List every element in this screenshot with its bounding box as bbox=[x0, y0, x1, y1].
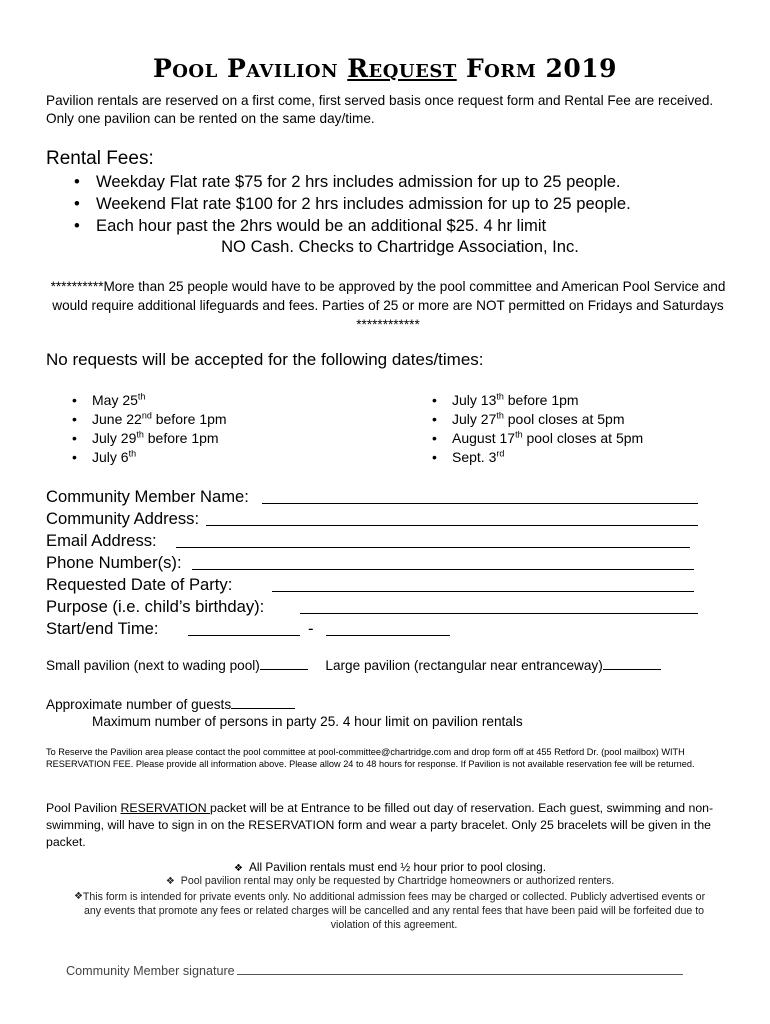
list-item: • July 29th before 1pm bbox=[72, 429, 219, 446]
list-item: ❖ Pool pavilion rental may only be requested by Chartridge homeowners or authorized renters. bbox=[165, 875, 615, 887]
member-name-label: Community Member Name: bbox=[46, 487, 249, 506]
end-time-field[interactable] bbox=[326, 618, 450, 636]
signature-field[interactable] bbox=[237, 960, 683, 975]
bullet-icon: • bbox=[432, 411, 437, 427]
bullet-icon: • bbox=[72, 411, 77, 427]
list-item: • Weekend Flat rate $100 for 2 hrs includes admission for up to 25 people. bbox=[74, 194, 631, 213]
diamond-bullet-icon: ❖ bbox=[74, 891, 83, 902]
list-item: • July 6th bbox=[72, 448, 137, 465]
party-date-label: Requested Date of Party: bbox=[46, 575, 233, 594]
bullet-icon: • bbox=[72, 430, 77, 446]
diamond-bullet-icon: ❖ bbox=[233, 863, 243, 874]
party-date-field[interactable] bbox=[272, 574, 694, 592]
list-item: • Each hour past the 2hrs would be an additional $25. 4 hr limit bbox=[74, 216, 547, 235]
list-item: ❖ All Pavilion rentals must end ½ hour prior to pool closing. bbox=[233, 860, 546, 874]
bullet-icon: • bbox=[432, 449, 437, 465]
blackout-dates-heading: No requests will be accepted for the following dates/times: bbox=[46, 350, 484, 369]
title-part-3: Form 2019 bbox=[456, 54, 618, 83]
rental-fees-heading: Rental Fees: bbox=[46, 148, 154, 169]
guests-label: Approximate number of guests bbox=[46, 697, 232, 712]
bullet-icon: • bbox=[72, 392, 77, 408]
list-item: • Sept. 3rd bbox=[432, 448, 505, 465]
list-item: • May 25th bbox=[72, 391, 146, 408]
list-item: ❖ This form is intended for private events only. No additional admission fees may be charged or collected. Publicly advertised events or any events that promote any fees or related charges will be cancelled and any rental fees that have been paid will be forfeited due to violation of this agreement. bbox=[74, 891, 706, 931]
list-item: • June 22nd before 1pm bbox=[72, 410, 227, 427]
blackout-dates-right bbox=[430, 391, 643, 467]
rental-fees-list bbox=[70, 171, 631, 237]
phone-row bbox=[46, 552, 264, 574]
list-item: • August 17th pool closes at 5pm bbox=[432, 429, 644, 446]
bullet-icon: • bbox=[74, 172, 80, 191]
guests-field[interactable] bbox=[231, 695, 295, 709]
intro-text: Pavilion rentals are reserved on a first come, first served basis once request form and Rental Fee are received. Only one pavilion can be rented on the same day/time. bbox=[46, 93, 714, 126]
purpose-label: Purpose (i.e. child’s birthday): bbox=[46, 597, 265, 616]
bullet-icon: • bbox=[72, 449, 77, 465]
bullet-icon: • bbox=[432, 430, 437, 446]
signature-label: Community Member signature bbox=[66, 964, 235, 978]
purpose-row bbox=[46, 596, 264, 618]
email-row bbox=[46, 530, 264, 552]
guests-row bbox=[46, 695, 295, 712]
start-end-label: Start/end Time: bbox=[46, 619, 159, 638]
phone-field[interactable] bbox=[192, 552, 694, 570]
address-label: Community Address: bbox=[46, 509, 200, 528]
email-field[interactable] bbox=[176, 530, 690, 548]
list-item: • July 13th before 1pm bbox=[432, 391, 579, 408]
start-time-field[interactable] bbox=[188, 618, 300, 636]
small-pavilion-label: Small pavilion (next to wading pool) bbox=[46, 658, 260, 673]
reservation-instructions: To Reserve the Pavilion area please contact the pool committee at pool-committee@chartridge.com and drop form off at 455 Retford Dr. (pool mailbox) WITH RESERVATION FEE. Please provide all information above. Please allow 24 to 48 hours for response. If Pavilion is not available reservation fee will be returned. bbox=[46, 747, 695, 769]
large-pavilion-label: Large pavilion (rectangular near entranceway) bbox=[325, 658, 603, 673]
time-separator: - bbox=[308, 619, 314, 638]
diamond-bullet-icon: ❖ bbox=[165, 876, 175, 887]
member-name-row bbox=[46, 486, 264, 508]
no-cash-note: NO Cash. Checks to Chartridge Association, Inc. bbox=[221, 237, 579, 256]
email-label: Email Address: bbox=[46, 531, 157, 550]
large-party-notice: **********More than 25 people would have to be approved by the pool committee and American Pool Service and would require additional lifeguards and fees. Parties of 25 or more are NOT permitted on Fridays and Saturdays ************ bbox=[50, 279, 726, 332]
list-item: • Weekday Flat rate $75 for 2 hrs includes admission for up to 25 people. bbox=[74, 172, 621, 191]
title-part-1: Pool Pavilion bbox=[152, 54, 348, 83]
purpose-field[interactable] bbox=[300, 596, 698, 614]
address-field[interactable] bbox=[206, 508, 698, 526]
phone-label: Phone Number(s): bbox=[46, 553, 182, 572]
page-title bbox=[0, 54, 770, 83]
packet-info: Pool Pavilion RESERVATION packet will be at Entrance to be filled out day of reservation. Each guest, swimming and non-swimming, will have to sign in on the RESERVATION form and wear a party bracelet. Only 25 bracelets will be given in the packet. bbox=[46, 801, 714, 849]
list-item: • July 27th pool closes at 5pm bbox=[432, 410, 625, 427]
address-row bbox=[46, 508, 264, 530]
bullet-icon: • bbox=[74, 194, 80, 213]
start-end-row bbox=[46, 618, 314, 640]
title-part-2: Request bbox=[347, 54, 457, 83]
party-date-row bbox=[46, 574, 264, 596]
signature-row bbox=[66, 960, 683, 978]
max-persons-note: Maximum number of persons in party 25. 4 hour limit on pavilion rentals bbox=[92, 714, 523, 729]
bullet-icon: • bbox=[432, 392, 437, 408]
blackout-dates-left bbox=[70, 391, 227, 467]
large-pavilion-field[interactable] bbox=[603, 656, 661, 670]
member-name-field[interactable] bbox=[262, 486, 698, 504]
bullet-icon: • bbox=[74, 216, 80, 235]
small-pavilion-field[interactable] bbox=[260, 656, 308, 670]
contact-fields bbox=[46, 486, 314, 640]
pavilion-choice-row bbox=[46, 656, 746, 673]
